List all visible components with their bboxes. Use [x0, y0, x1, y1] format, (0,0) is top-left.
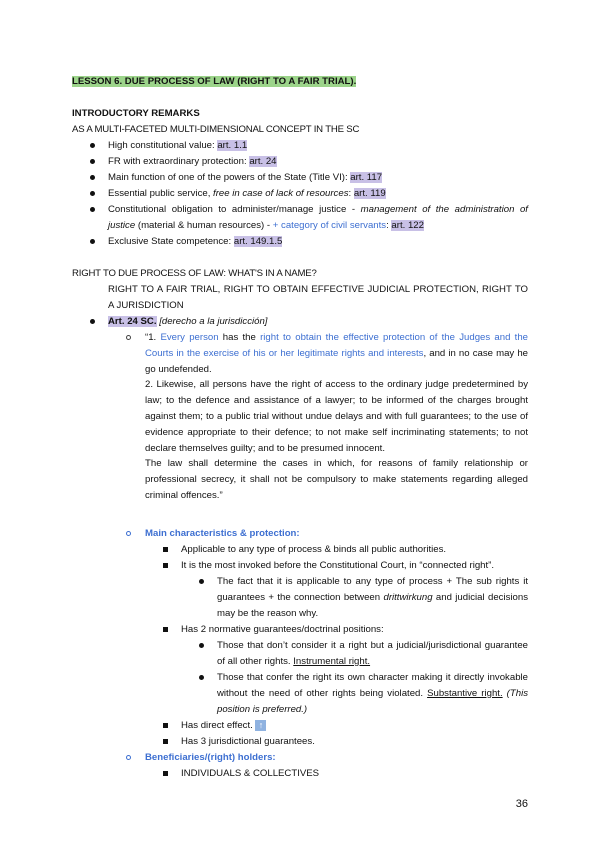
intro-heading: INTRODUCTORY REMARKS [72, 108, 200, 119]
square-bullet-icon [163, 771, 168, 776]
list-item: Has 3 jurisdictional guarantees. [181, 736, 315, 747]
list-item: Those that confer the right its own character making it directly invokable without the need of other rights being violated. Substantive right. (This position is preferred.) [217, 672, 529, 715]
circle-bullet-icon [126, 755, 131, 760]
beneficiaries-heading: Beneficiaries/(right) holders: [145, 752, 276, 763]
list-item: Applicable to any type of process & binds all public authorities. [181, 544, 447, 555]
square-bullet-icon [163, 627, 168, 632]
quote-paragraph: The law shall determine the cases in which, for reasons of family relationship or professional secrecy, it shall not be compulsory to make statements regarding alleged criminal offences.” [145, 458, 528, 501]
page-title: LESSON 6. DUE PROCESS OF LAW (RIGHT TO A FAIR TRIAL). [72, 76, 357, 87]
list-item: Exclusive State competence: art. 149.1.5 [108, 236, 283, 247]
list-item: Essential public service, free in case of lack of resources: art. 119 [108, 188, 386, 199]
art-24-item: Art. 24 SC. [derecho a la jurisdicción] [108, 316, 268, 327]
square-bullet-icon [163, 723, 168, 728]
square-bullet-icon [163, 739, 168, 744]
main-characteristics-heading: Main characteristics & protection: [145, 528, 300, 539]
section-heading: RIGHT TO DUE PROCESS OF LAW: WHAT'S IN A NAME? [72, 268, 317, 279]
article-quote: “1. Every person has the right to obtain the effective protection of the Judges and the Courts in the exercise of his or her legitimate rights and interests, and in no case may he go undefended. 2. Likewise, all persons have the right of access to the ordinary judge predetermined by law; to the defence and assistance of a lawyer; to be informed of the charges brought against them; to a public trial without undue delays and with full guarantees; to the use of evidence appropriate to their defence; to not make self incriminating statements; to not declare themselves guilty; and to be presumed innocent. The law shall determine the cases in which, for reasons of family relationship or professional secrecy, it shall not be compulsory to make statements regarding alleged criminal offences.” [145, 322, 528, 504]
bullet-icon [199, 675, 204, 680]
intro-subheading: AS A MULTI-FACETED MULTI-DIMENSIONAL CONCEPT IN THE SC [72, 124, 360, 135]
list-item: Constitutional obligation to administer/manage justice - management of the administration of justice (material & human resources) - + category of civil servants: art. 122 [108, 204, 528, 231]
circle-bullet-icon [126, 531, 131, 536]
quote-paragraph: 2. Likewise, all persons have the right of access to the ordinary judge predetermined by law; to the defence and assistance of a lawyer; to be informed of the charges brought against them; to a public trial without undue delays and with full guarantees; to the use of evidence appropriate to their defence; to not make self incriminating statements; to not declare themselves guilty; and to be presumed innocent. [145, 379, 528, 454]
section-subtitle: RIGHT TO A FAIR TRIAL, RIGHT TO OBTAIN EFFECTIVE JUDICIAL PROTECTION, RIGHT TO A JURISDICTION [108, 284, 528, 311]
bullet-icon [90, 143, 95, 148]
page-number: 36 [515, 798, 528, 810]
bullet-icon [90, 191, 95, 196]
list-item: It is the most invoked before the Constitutional Court, in “connected right”. [181, 560, 495, 571]
circle-bullet-icon [126, 335, 131, 340]
square-bullet-icon [163, 563, 168, 568]
bullet-icon [199, 579, 204, 584]
arrow-up-icon: ↑ [255, 720, 266, 731]
square-bullet-icon [163, 547, 168, 552]
list-item: Those that don’t consider it a right but a judicial/jurisdictional guarantee of all other rights. Instrumental right. [217, 640, 528, 667]
list-item: High constitutional value: art. 1.1 [108, 140, 248, 151]
list-item: FR with extraordinary protection: art. 24 [108, 156, 277, 167]
list-item: INDIVIDUALS & COLLECTIVES [181, 768, 320, 779]
bullet-icon [90, 159, 95, 164]
bullet-icon [199, 643, 204, 648]
list-item: Has direct effect. ↑ [181, 718, 266, 734]
list-item: The fact that it is applicable to any type of process + The sub rights it guarantees + the connection between drittwirkung and judicial decisions may be the reason why. [217, 576, 528, 619]
list-item: Main function of one of the powers of the State (Title VI): art. 117 [108, 172, 383, 183]
list-item: Has 2 normative guarantees/doctrinal positions: [181, 624, 384, 635]
bullet-icon [90, 319, 95, 324]
bullet-icon [90, 175, 95, 180]
bullet-icon [90, 207, 95, 212]
bullet-icon [90, 239, 95, 244]
